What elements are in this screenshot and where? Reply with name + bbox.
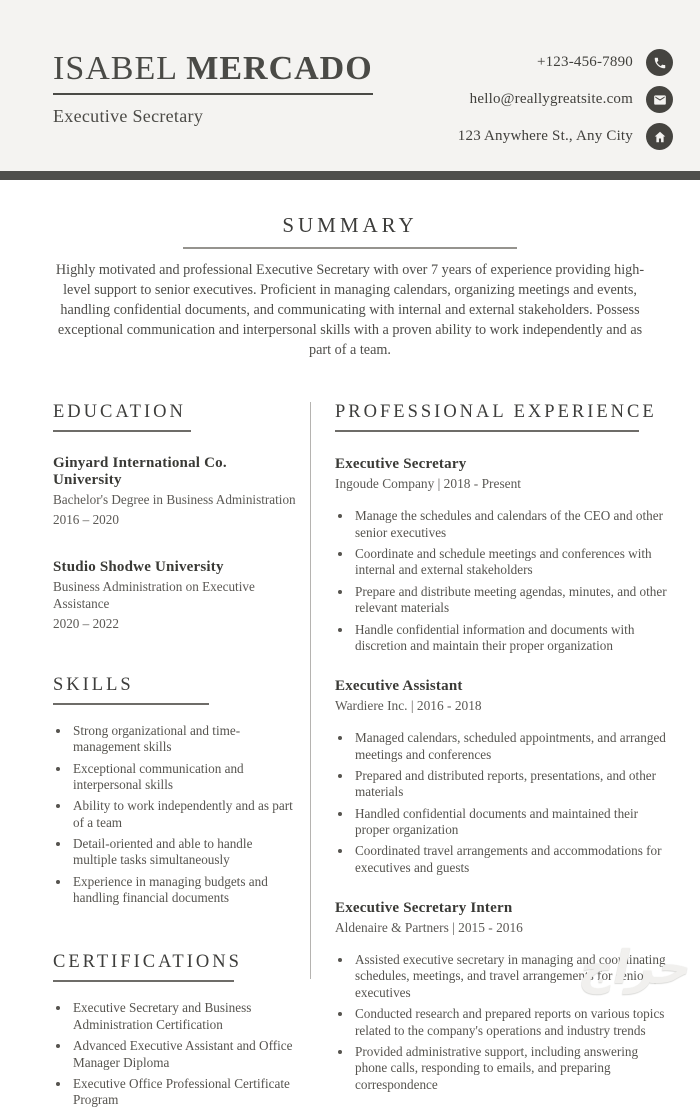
degree: Business Administration on Executive Assistance [53,579,255,612]
job-entry [335,456,670,654]
job-company-dates: Ingoude Company | 2018 - Present [335,476,522,492]
home-icon [646,123,673,150]
first-name: ISABEL [53,50,177,87]
job-entry [335,678,670,876]
person-name [53,50,373,88]
skill-item: • Strong organizational and time-management skills [71,723,296,756]
skills-section [53,675,296,907]
job-duty: • Prepare and distribute meeting agendas, minutes, and other relevant materials [353,584,670,617]
job-title: Executive Assistant [335,678,463,695]
name-underline [53,93,373,95]
email-address: hello@reallygreatsite.com [469,91,633,107]
job-entry [335,900,670,1093]
phone-number: +123-456-7890 [536,54,633,70]
certifications-section [53,952,296,1108]
education-entry [53,455,296,529]
job-title: Executive Secretary Intern [335,900,513,917]
experience-heading: PROFESSIONAL EXPERIENCE [335,402,657,423]
job-duty: • Handle confidential information and documents with discretion and maintain their proper organization [353,622,670,655]
summary-paragraph: Highly motivated and professional Executive Secretary with over 7 years of experience providing high-level support to senior executives. Proficient in managing calendars, organizing meetings and events, handling confidential documents, and communicating with internal and external stakeholders. Possess exceptional communication and interpersonal skills with a proven ability to work independently and as part of a team. [55,262,645,358]
certifications-heading-rule [53,980,234,982]
experience-heading-rule [335,430,639,432]
email-icon [646,86,673,113]
two-column-body [0,402,700,1113]
job-company-dates: Wardiere Inc. | 2016 - 2018 [335,698,482,714]
job-duty: • Conducted research and prepared reports on various topics related to the company's operations and industry trends [353,1006,670,1039]
education-entry [53,559,296,633]
job-duty: • Coordinated travel arrangements and accommodations for executives and guests [353,843,670,876]
contact-email [470,86,673,113]
job-title: Executive Secretary [335,456,467,473]
job-duty: • Manage the schedules and calendars of the CEO and other senior executives [353,508,670,541]
school-name: Ginyard International Co. University [53,455,227,489]
phone-icon [646,49,673,76]
skill-item: • Detail-oriented and able to handle multiple tasks simultaneously [71,836,296,869]
street-address: 123 Anywhere St., Any City [457,128,633,144]
job-duty: • Prepared and distributed reports, presentations, and other materials [353,768,670,801]
certifications-heading: CERTIFICATIONS [53,952,242,973]
last-name: MERCADO [186,50,373,87]
skill-item: • Exceptional communication and interpersonal skills [71,761,296,794]
header-divider-bar [0,171,700,180]
job-duty: • Provided administrative support, including answering phone calls, responding to emails, and preparing correspondence [353,1044,670,1093]
name-block [53,50,373,127]
skills-heading-rule [53,703,209,705]
job-company-dates: Aldenaire & Partners | 2015 - 2016 [335,920,523,936]
job-duties-list [335,730,670,876]
job-duty: • Assisted executive secretary in managing and coordinating schedules, meetings, and travel arrangements for senior executives [353,952,670,1001]
certification-item: • Advanced Executive Assistant and Office Manager Diploma [71,1038,296,1071]
job-duty: • Coordinate and schedule meetings and conferences with internal and external stakeholders [353,546,670,579]
summary-heading-rule [183,247,517,249]
person-job-title: Executive Secretary [53,106,204,126]
haraj-watermark: حراج [575,940,698,994]
job-duty: • Managed calendars, scheduled appointments, and arranged meetings and conferences [353,730,670,763]
summary-section [0,213,700,360]
education-dates: 2020 – 2022 [53,615,119,631]
education-heading-rule [53,430,191,432]
education-dates: 2016 – 2020 [53,512,119,528]
left-column [53,402,296,1113]
skill-item: • Experience in managing budgets and handling financial documents [71,874,296,907]
skills-heading: SKILLS [53,674,134,695]
certification-item: • Executive Secretary and Business Administration Certification [71,1000,296,1033]
job-duty: • Handled confidential documents and maintained their proper organization [353,806,670,839]
skill-item: • Ability to work independently and as part of a team [71,798,296,831]
education-section [53,402,296,632]
skills-list [53,723,296,907]
summary-heading: SUMMARY [282,213,418,237]
certification-item: • Executive Office Professional Certificate Program [71,1076,296,1109]
school-name: Studio Shodwe University [53,559,224,576]
contact-address [458,123,673,150]
degree: Bachelor's Degree in Business Administration [53,492,296,508]
job-duties-list [335,508,670,654]
resume-header [0,0,700,171]
certifications-list [53,1000,296,1108]
contact-list [458,49,673,150]
contact-phone [537,49,673,76]
education-heading: EDUCATION [53,402,186,423]
right-column [311,402,670,1113]
